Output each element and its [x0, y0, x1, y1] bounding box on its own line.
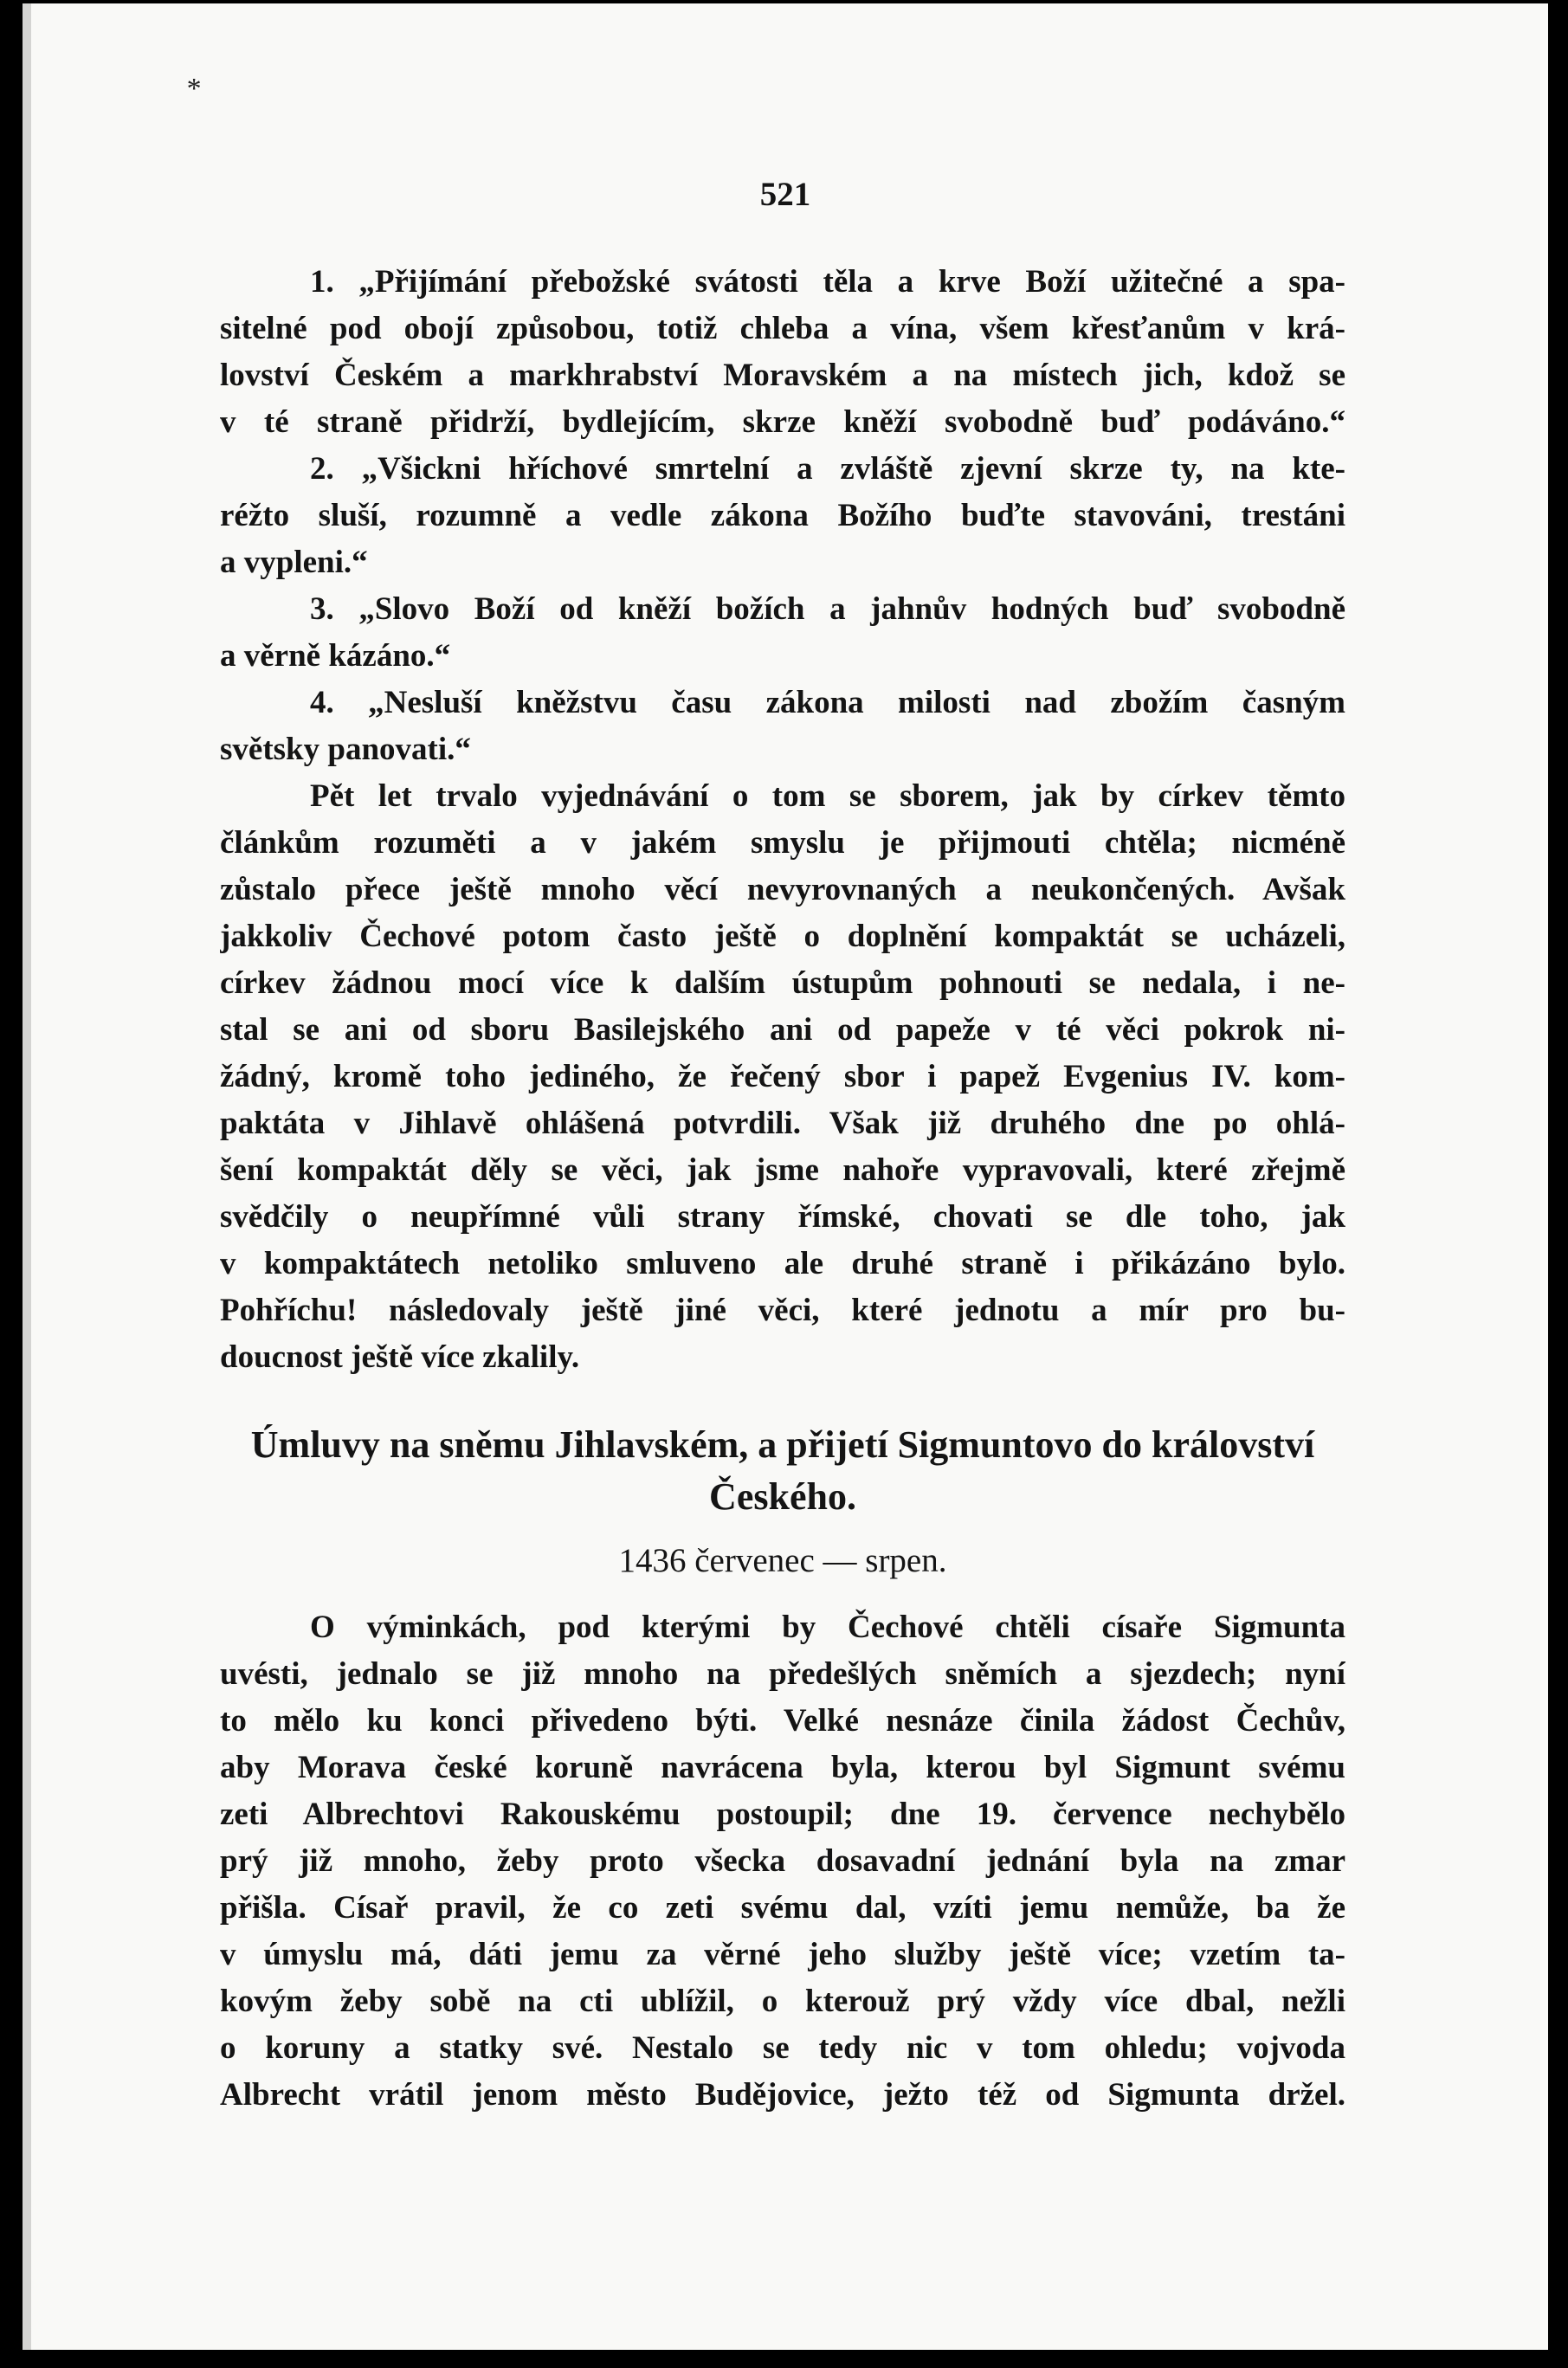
text-line: o koruny a statky své. Nestalo se tedy nic v tom ohledu; vojvoda — [220, 2030, 1345, 2066]
text-line: v úmyslu má, dáti jemu za věrné jeho služby ještě více; vzetím ta- — [220, 1937, 1345, 1972]
section-date: 1436 červenec — srpen. — [618, 1542, 947, 1579]
intro-text — [220, 259, 1345, 1381]
margin-mark: * — [185, 73, 200, 105]
page-number: 521 — [759, 176, 811, 213]
text-line: zeti Albrechtovi Rakouskému postoupil; dne 19. července nechybělo — [220, 1797, 1345, 1832]
text-line: článkům rozuměti a v jakém smyslu je přijmouti chtěla; nicméně — [220, 825, 1345, 861]
text-line: a věrně kázáno.“ — [220, 638, 451, 674]
text-line: réžto sluší, rozumně a vedle zákona Božího buďte stavováni, trestáni — [220, 498, 1345, 533]
page-gutter — [23, 3, 31, 2350]
text-line: v kompaktátech netoliko smluveno ale druhé straně i přikázáno bylo. — [220, 1246, 1345, 1281]
text-line: 3. „Slovo Boží od kněží božích a jahnův hodných buď svobodně — [310, 591, 1345, 627]
text-line: 1. „Přijímání přebožské svátosti těla a krve Boží užitečné a spa- — [310, 264, 1345, 300]
text-line: stal se ani od sboru Basilejského ani od papeže v té věci pokrok ni- — [220, 1012, 1345, 1048]
text-line: jakkoliv Čechové potom často ještě o doplnění kompaktát se ucházeli, — [220, 919, 1345, 954]
text-line: sitelné pod obojí způsobou, totiž chleba a vína, všem křesťanům v krá- — [220, 311, 1345, 346]
section-heading-line: Českého. — [709, 1475, 856, 1518]
page-content — [220, 259, 1345, 2119]
text-line: paktáta v Jihlavě ohlášená potvrdili. Však již druhého dne po ohlá- — [220, 1106, 1345, 1141]
section — [220, 1419, 1345, 2119]
text-line: kovým žeby sobě na cti ublížil, o kterouž prý vždy více dbal, nežli — [220, 1984, 1345, 2019]
section-heading — [220, 1419, 1345, 1523]
text-line: uvésti, jednalo se již mnoho na předešlých sněmích a sjezdech; nyní — [220, 1656, 1345, 1692]
text-line: O výminkách, pod kterými by Čechové chtěli císaře Sigmunta — [310, 1610, 1345, 1645]
text-line: světsky panovati.“ — [220, 732, 471, 767]
text-line: šení kompaktát děly se věci, jak jsme nahoře vypravovali, které zřejmě — [220, 1152, 1345, 1188]
text-line: žádný, kromě toho jediného, že řečený sbor i papež Evgenius IV. kom- — [220, 1059, 1345, 1094]
text-line: Pět let trvalo vyjednávání o tom se sborem, jak by církev těmto — [310, 778, 1345, 814]
text-line: přišla. Císař pravil, že co zeti svému dal, vzíti jemu nemůže, ba že — [220, 1890, 1345, 1926]
text-line: prý již mnoho, žeby proto všecka dosavadní jednání byla na zmar — [220, 1843, 1345, 1879]
text-line: svědčily o neupřímné vůli strany římské, chovati se dle toho, jak — [220, 1199, 1345, 1235]
text-line: v té straně přidrží, bydlejícím, skrze kněží svobodně buď podáváno.“ — [220, 404, 1345, 440]
text-line: aby Morava české koruně navrácena byla, kterou byl Sigmunt svému — [220, 1750, 1345, 1785]
section-text — [220, 1604, 1345, 2119]
text-line: a vypleni.“ — [220, 545, 368, 580]
text-line: zůstalo přece ještě mnoho věcí nevyrovnaných a neukončených. Avšak — [220, 872, 1345, 907]
text-line: lovství Českém a markhrabství Moravském a na místech jich, kdož se — [220, 358, 1345, 393]
text-line: 2. „Všickni hříchové smrtelní a zvláště zjevní skrze ty, na kte- — [310, 451, 1345, 487]
text-line: doucnost ještě více zkalily. — [220, 1339, 580, 1375]
text-line: Pohříchu! následovaly ještě jiné věci, které jednotu a mír pro bu- — [220, 1293, 1345, 1328]
text-line: 4. „Nesluší kněžstvu času zákona milosti nad zbožím časným — [310, 685, 1345, 720]
book-page — [23, 3, 1548, 2350]
text-line: to mělo ku konci přivedeno býti. Velké nesnáze činila žádost Čechův, — [220, 1703, 1345, 1739]
section-heading-line: Úmluvy na sněmu Jihlavském, a přijetí Sigmuntovo do království — [250, 1423, 1315, 1466]
text-line: církev žádnou mocí více k dalším ústupům pohnouti se nedala, i ne- — [220, 965, 1345, 1001]
text-line: Albrecht vrátil jenom město Budějovice, ježto též od Sigmunta držel. — [220, 2077, 1345, 2113]
